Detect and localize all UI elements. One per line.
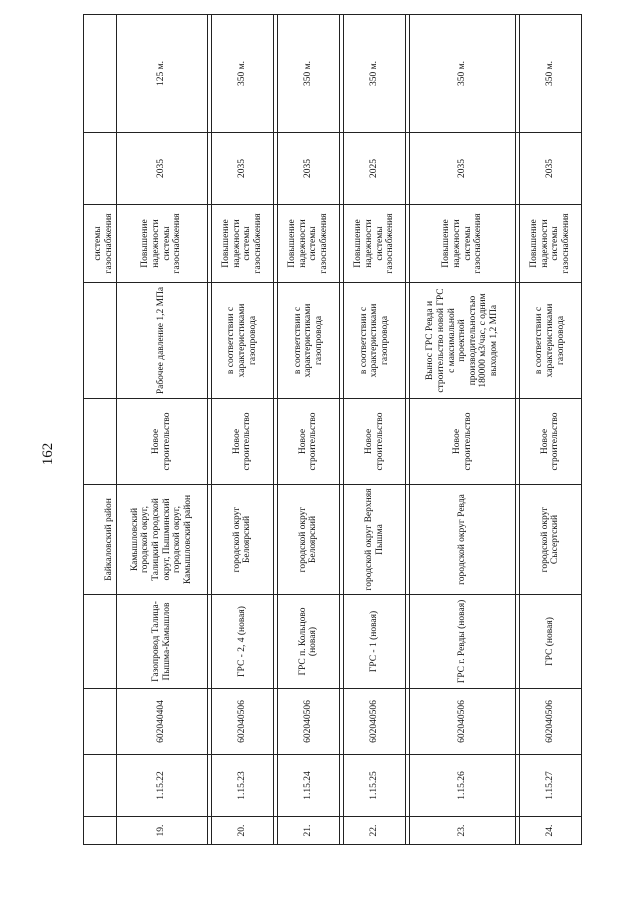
cell-characteristics: в соответствии с характеристиками газопровода [211,283,273,399]
cell-no: 23. [410,817,516,845]
cell-name: ГРС (новая) [519,595,581,689]
cell-zone: 350 м. [277,15,339,133]
table-row [519,15,581,845]
cell-type: Новое строительство [211,399,273,485]
cell-zone: 350 м. [519,15,581,133]
cell-characteristics: Вынос ГРС Ревда и строительство новой ГРС с максимальной проектной производительностью 180000 м3/час, с одним выходом 1,2 МПа [410,283,516,399]
cell-okato: 602040506 [344,689,406,755]
table-cell [84,689,117,755]
table-row [211,15,273,845]
cell-location: Камышловский городской округ, Талицкий городской округ, Пышминский городской округ, Камышловский район [116,485,207,595]
cell-year: 2035 [519,133,581,205]
table-cell [84,817,117,845]
cell-year: 2025 [344,133,406,205]
cell-location: городской округ Верхняя Пышма [344,485,406,595]
cell-okato: 602040404 [116,689,207,755]
table-row [277,15,339,845]
cell-characteristics: Рабочее давление 1,2 МПа [116,283,207,399]
cell-code: 1.15.26 [410,755,516,817]
cell-purpose-continued: системы газоснабжения [84,205,117,283]
table-cell [84,755,117,817]
cell-year: 2035 [116,133,207,205]
cell-purpose: Повышение надежности системы газоснабжения [116,205,207,283]
cell-purpose: Повышение надежности системы газоснабжения [344,205,406,283]
table-cell [84,15,117,133]
cell-code: 1.15.23 [211,755,273,817]
cell-code: 1.15.24 [277,755,339,817]
cell-district-continued: Байкаловский район [84,485,117,595]
cell-zone: 125 м. [116,15,207,133]
cell-no: 22. [344,817,406,845]
cell-type: Новое строительство [277,399,339,485]
cell-okato: 602040506 [277,689,339,755]
cell-location: городской округ Ревда [410,485,516,595]
table-row [344,15,406,845]
cell-okato: 602040506 [519,689,581,755]
cell-location: городской округ Сысертский [519,485,581,595]
cell-type: Новое строительство [116,399,207,485]
cell-name: ГРС - 2, 4 (новая) [211,595,273,689]
cell-code: 1.15.25 [344,755,406,817]
table-cell [84,595,117,689]
cell-no: 20. [211,817,273,845]
continuation-row [84,15,117,845]
cell-name: ГРС п. Кольцово (новая) [277,595,339,689]
cell-type: Новое строительство [410,399,516,485]
cell-characteristics: в соответствии с характеристиками газопровода [344,283,406,399]
cell-no: 21. [277,817,339,845]
cell-no: 19. [116,817,207,845]
cell-year: 2035 [277,133,339,205]
cell-no: 24. [519,817,581,845]
cell-year: 2035 [211,133,273,205]
page-number: 162 [40,442,56,466]
cell-zone: 350 м. [410,15,516,133]
cell-purpose: Повышение надежности системы газоснабжения [277,205,339,283]
cell-purpose: Повышение надежности системы газоснабжения [211,205,273,283]
cell-type: Новое строительство [519,399,581,485]
cell-zone: 350 м. [211,15,273,133]
cell-name: ГРС - 1 (новая) [344,595,406,689]
cell-type: Новое строительство [344,399,406,485]
cell-year: 2035 [410,133,516,205]
cell-code: 1.15.27 [519,755,581,817]
table-row [116,15,207,845]
cell-characteristics: в соответствии с характеристиками газопровода [519,283,581,399]
facilities-table [83,14,582,845]
cell-code: 1.15.22 [116,755,207,817]
table-cell [84,399,117,485]
cell-name: Газопровод Талица-Пышма-Камышлов [116,595,207,689]
table-row [410,15,516,845]
cell-okato: 602040506 [410,689,516,755]
table-cell [84,283,117,399]
cell-okato: 602040506 [211,689,273,755]
cell-purpose: Повышение надежности системы газоснабжения [410,205,516,283]
cell-characteristics: в соответствии с характеристиками газопровода [277,283,339,399]
cell-zone: 350 м. [344,15,406,133]
cell-name: ГРС г. Ревды (новая) [410,595,516,689]
cell-location: городской округ Белоярский [211,485,273,595]
table-cell [84,133,117,205]
cell-location: городской округ Белоярский [277,485,339,595]
cell-purpose: Повышение надежности системы газоснабжения [519,205,581,283]
rotated-table-wrapper [83,15,582,845]
